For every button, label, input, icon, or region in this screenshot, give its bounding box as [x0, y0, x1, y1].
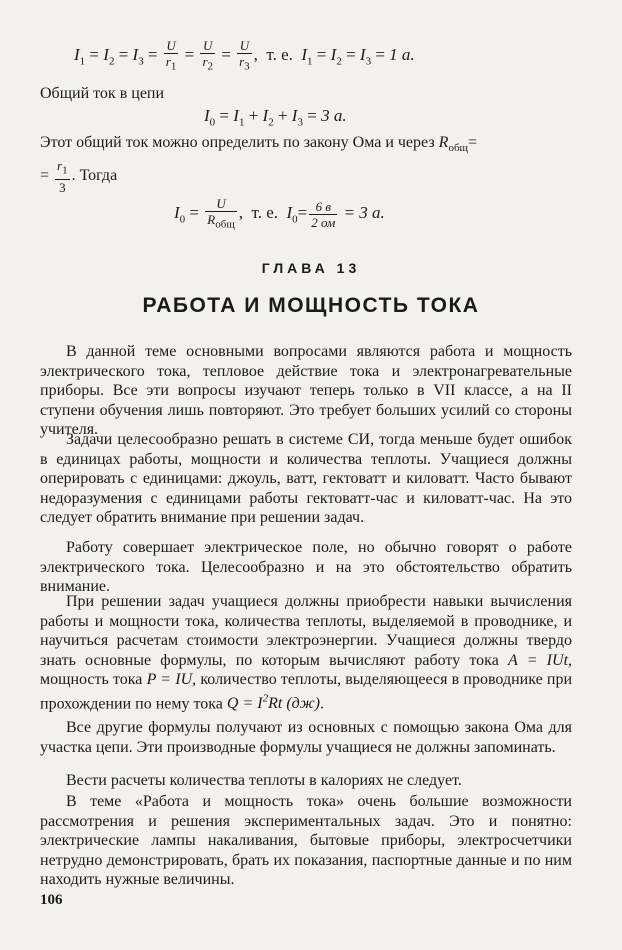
fraction-u-r2: $\frac{U}{r_2}$: [202, 38, 214, 73]
paragraph-6: Вести расчеты количества теплоты в калориях не следует.: [66, 772, 462, 789]
equation-ohm: $I_0$ = $\frac{U}{R_{общ}}$ , т. е. $I_0=$ $\frac{6 в}{2 ом}$ = 3 a.: [174, 196, 385, 231]
ohm-intro: Этот общий ток можно определить по закону Ома и через $R_{общ}=$ = $\frac{r_1}{3}$ . Тогда: [40, 134, 478, 195]
total-current-label: Общий ток в цепи: [40, 85, 165, 102]
paragraph-7: В теме «Работа и мощность тока» очень большие возможности рассмотрения и решения экспериментальных задач. Это и понятно: электрические лампы накаливания, бытовые приборы, электросчетчики нетрудно демонстрировать, брать их показания, паспортные данные и по ним находить нужные величины.: [40, 793, 572, 889]
paragraph-5: Все другие формулы получают из основных с помощью закона Ома для участка цепи. Эти производные формулы учащиеся не должны запоминать.: [40, 719, 572, 756]
formula-heat: $Q = I^2Rt$ (дж): [226, 692, 320, 713]
chapter-title: РАБОТА И МОЩНОСТЬ ТОКА: [142, 294, 480, 317]
fraction-u-r3: $\frac{U}{r_3}$: [239, 38, 250, 73]
fraction-6v-2ohm: $\frac{6 в}{2 ом}$: [311, 198, 336, 230]
paragraph-3: Работу совершает электрическое поле, но обычно говорят о работе электрического тока. Целесообразно и на это обстоятельство обратить внимание.: [40, 539, 572, 596]
chapter-label: ГЛАВА 13: [261, 260, 361, 276]
paragraph-4: При решении задач учащиеся должны приобрести навыки вычисления работы и мощности тока, количества теплоты, выделяемой в проводнике, и научиться расчетам стоимости электроэнергии. Учащиеся должны твердо знать основные формулы, по которым вычисляют работу тока A = IUt, мощность тока P = IU, количество теплоты, выделяющееся в проводнике при прохождении по нему тока $Q = I^2Rt$ (дж).: [40, 593, 573, 713]
equation-equal-currents: $I_1 = I_2 = I_3$ = $\frac{U}{r_1}$ = $\frac{U}{r_2}$ = $\frac{U}{r_3}$ , т. е. $I_1 = I_2 = I_3 = 1$ a.: [74, 38, 415, 73]
fraction-r1-3: $\frac{r_1}{3}$: [57, 158, 68, 195]
fraction-u-r1: $\frac{U}{r_1}$: [165, 38, 177, 73]
fraction-u-rtotal: $\frac{U}{R_{общ}}$: [207, 196, 235, 231]
page-number: 106: [40, 892, 63, 908]
equation-total-current: $I_0 = I_1 + I_2 + I_3 = 3$ a.: [204, 106, 347, 129]
paragraph-1: В данной теме основными вопросами являются работа и мощность электрического тока, тепловое действие тока и электронагревательные приборы. Все эти вопросы изучают теперь только в VII классе, а на II ступени обучения лишь повторяют. Это требует больших усилий со стороны учителя.: [40, 343, 572, 439]
formula-power: P = IU: [146, 671, 193, 689]
formula-work: A = IUt: [508, 651, 569, 669]
paragraph-2: Задачи целесообразно решать в системе СИ, тогда меньше будет ошибок в единицах работы, мощности и количества теплоты. Учащиеся должны оперировать с единицами: джоуль, ватт, гектоватт и киловатт. Часто бывают недоразумения с единицами работы гектоватт-час и киловатт-час. На это следует обратить внимание при решении задач.: [40, 431, 572, 527]
